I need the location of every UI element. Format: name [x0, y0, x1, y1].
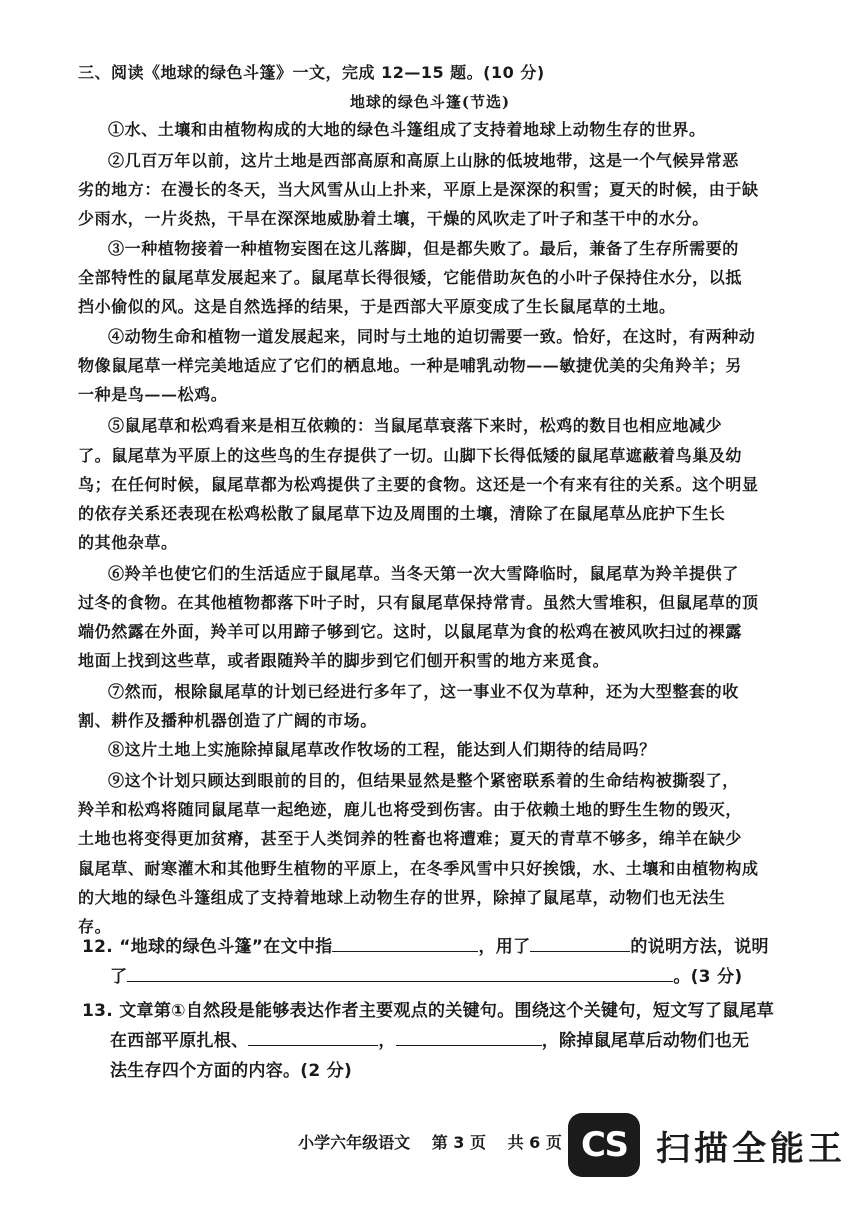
passage-line: 鼠尾草、耐寒灌木和其他野生植物的平原上，在冬季风雪中只好挨饿，水、土壤和由植物构成 [78, 859, 759, 878]
passage-line: 挡小偷似的风。这是自然选择的结果，于是西部大平原变成了生长鼠尾草的土地。 [78, 297, 676, 316]
passage-line: 少雨水，一片炎热，干旱在深深地威胁着土壤，干燥的风吹走了叶子和茎干中的水分。 [78, 209, 709, 228]
passage-line: ①水、土壤和由植物构成的大地的绿色斗篷组成了支持着地球上动物生存的世界。 [108, 120, 706, 139]
passage-line: 地面上找到这些草，或者跟随羚羊的脚步到它们刨开积雪的地方来觅食。 [78, 651, 610, 670]
footer-page: 第 3 页 [431, 1133, 486, 1152]
passage-line: 的其他杂草。 [78, 533, 178, 552]
question-13-line-2: 在西部平原扎根、 ， ，除掉鼠尾草后动物们也无 [110, 1031, 750, 1051]
answer-blank[interactable] [332, 937, 478, 952]
passage-line: 端仍然露在外面，羚羊可以用蹄子够到它。这时，以鼠尾草为食的松鸡在被风吹扫过的裸露 [78, 622, 743, 641]
footer-total: 共 6 页 [507, 1133, 562, 1152]
passage-line: 鸟；在任何时候，鼠尾草都为松鸡提供了主要的食物。这还是一个有来有往的关系。这个明显 [78, 475, 759, 494]
question-12-line-2: 了 。(3 分) [110, 967, 743, 987]
passage-line: ⑧这片土地上实施除掉鼠尾草改作牧场的工程，能达到人们期待的结局吗？ [108, 740, 656, 759]
passage-line: 物像鼠尾草一样完美地适应了它们的栖息地。一种是哺乳动物——敏捷优美的尖角羚羊；另 [78, 356, 743, 375]
question-13-line-3: 法生存四个方面的内容。(2 分) [110, 1061, 353, 1081]
passage-line: 存。 [78, 917, 112, 936]
answer-blank[interactable] [127, 967, 673, 982]
watermark-app-name: 扫描全能王 [656, 1128, 846, 1169]
answer-blank[interactable] [248, 1031, 378, 1046]
scanner-watermark [568, 1113, 846, 1177]
footer-subject: 小学六年级语文 [298, 1133, 411, 1152]
article-title: 地球的绿色斗篷(节选) [349, 93, 511, 111]
passage-line: 全部特性的鼠尾草发展起来了。鼠尾草长得很矮，它能借助灰色的小叶子保持住水分，以抵 [78, 268, 743, 287]
passage-line: 的大地的绿色斗篷组成了支持着地球上动物生存的世界，除掉了鼠尾草，动物们也无法生 [78, 888, 726, 907]
passage-line: ②几百万年以前，这片土地是西部高原和高原上山脉的低坡地带，这是一个气候异常恶 [108, 151, 739, 170]
passage-line: 羚羊和松鸡将随同鼠尾草一起绝迹，鹿儿也将受到伤害。由于依赖土地的野生生物的毁灭， [78, 800, 743, 819]
question-13-line-1: 13. 文章第①自然段是能够表达作者主要观点的关键句。围绕这个关键句，短文写了鼠尾草 [82, 1001, 775, 1021]
answer-blank[interactable] [396, 1031, 542, 1046]
passage-line: ④动物生命和植物一道发展起来，同时与土地的迫切需要一致。恰好，在这时，有两种动 [108, 327, 756, 346]
section-heading: 三、阅读《地球的绿色斗篷》一文，完成 12—15 题。(10 分) [78, 63, 545, 82]
passage-line: 一种是鸟——松鸡。 [78, 385, 228, 404]
passage-line: 劣的地方：在漫长的冬天，当大风雪从山上扑来，平原上是深深的积雪；夏天的时候，由于缺 [78, 180, 759, 199]
question-12-line-1: 12. “地球的绿色斗篷”在文中指 ，用了 的说明方法，说明 [82, 937, 769, 957]
passage-line: ③一种植物接着一种植物妄图在这儿落脚，但是都失败了。最后，兼备了生存所需要的 [108, 239, 739, 258]
passage-line: 了。鼠尾草为平原上的这些鸟的生存提供了一切。山脚下长得低矮的鼠尾草遮蔽着鸟巢及幼 [78, 446, 743, 465]
passage-line: ⑦然而，根除鼠尾草的计划已经进行多年了，这一事业不仅为草种，还为大型整套的收 [108, 682, 739, 701]
passage-line: ⑥羚羊也使它们的生活适应于鼠尾草。当冬天第一次大雪降临时，鼠尾草为羚羊提供了 [108, 564, 739, 583]
answer-blank[interactable] [530, 937, 630, 952]
passage-line: ⑤鼠尾草和松鸡看来是相互依赖的：当鼠尾草衰落下来时，松鸡的数目也相应地减少 [108, 416, 723, 435]
camscanner-logo-icon: CS [568, 1113, 640, 1177]
passage-line: 的依存关系还表现在松鸡松散了鼠尾草下边及周围的土壤，清除了在鼠尾草丛庇护下生长 [78, 504, 726, 523]
passage-line: 割、耕作及播种机器创造了广阔的市场。 [78, 711, 377, 730]
passage-line: 土地也将变得更加贫瘠，甚至于人类饲养的牲畜也将遭难；夏天的青草不够多，绵羊在缺少 [78, 829, 743, 848]
passage-line: 过冬的食物。在其他植物都落下叶子时，只有鼠尾草保持常青。虽然大雪堆积，但鼠尾草的顶 [78, 593, 759, 612]
passage-line: ⑨这个计划只顾达到眼前的目的，但结果显然是整个紧密联系着的生命结构被撕裂了， [108, 771, 739, 790]
